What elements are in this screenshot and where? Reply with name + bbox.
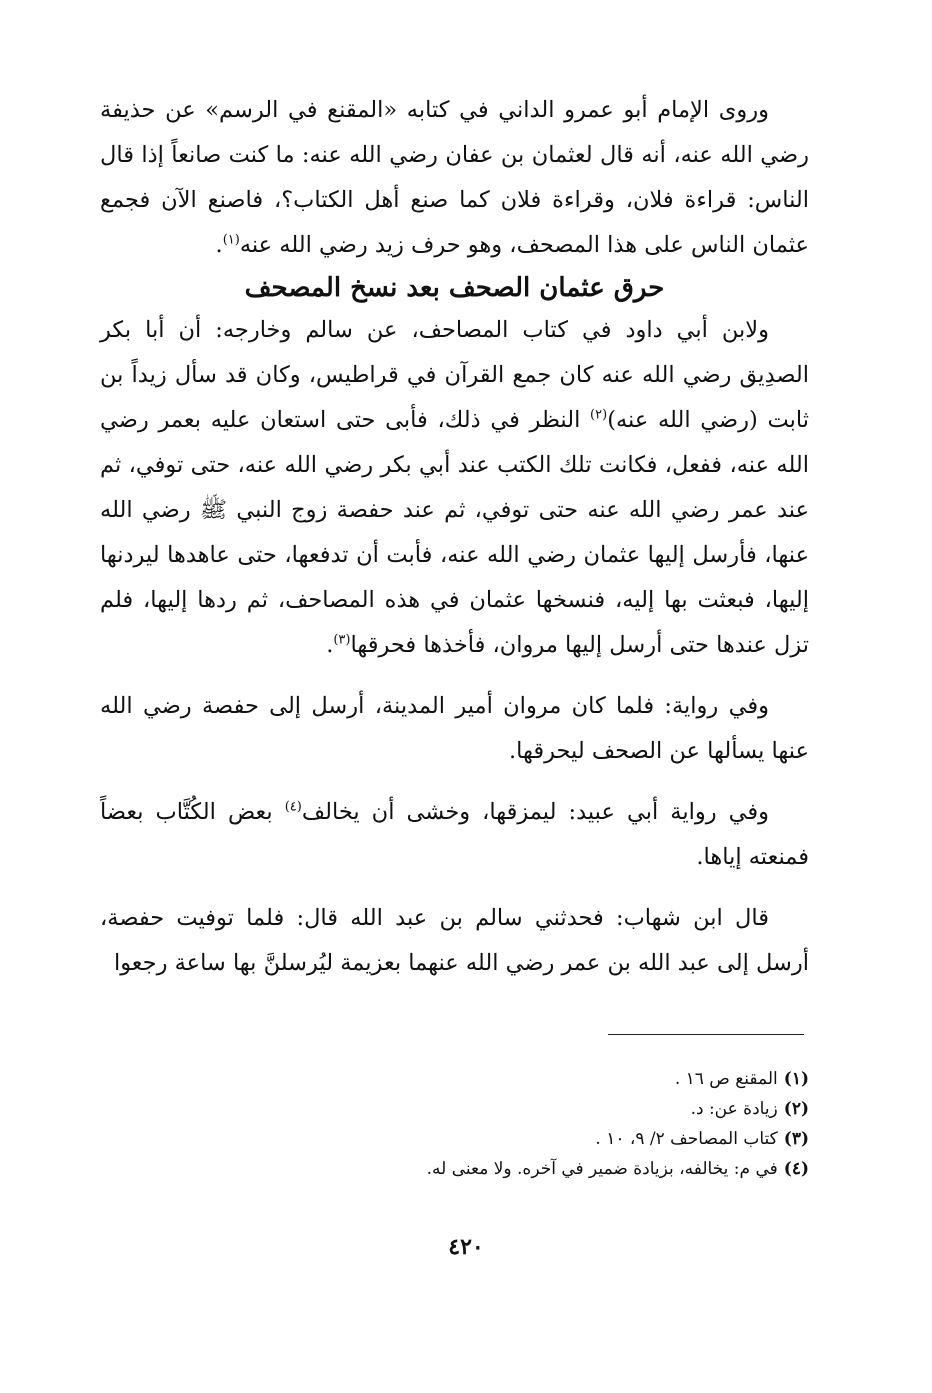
footnotes [100, 1064, 809, 1184]
paragraph-3: وفي رواية: فلما كان مروان أمير المدينة، أرسل إلى حفصة رضي الله عنها يسألها عن الصحف ليحرقها. [100, 693, 809, 764]
section-heading: حرق عثمان الصحف بعد نسخ المصحف [244, 273, 665, 303]
footnote-divider [608, 1034, 804, 1035]
main-text [100, 88, 809, 986]
paragraph-4-text-b: بعض الكُتَّاب بعضاً فمنعته إياها. [100, 799, 809, 870]
footnote-1-number: (١) [783, 1069, 809, 1089]
page-number: ٤٢٠ [448, 1234, 484, 1260]
paragraph-2: ولابن أبي داود في كتاب المصاحف، عن سالم وخارجه: أن أبا بكر الصدِيق رضي الله عنه كان جمع القرآن في قراطيس، وكان قد سأل زيداً بن ثابت (رضي الله عنه)$^{(٢)}$ النظر في ذلك، فأبى حتى استعان عليه بعمر رضي الله عنه، ففعل، فكانت تلك الكتب عند أبي بكر رضي الله عنه، حتى توفي، ثم عند عمر رضي الله عنه حتى توفي، ثم عند حفصة زوج النبي ﷺ رضي الله عنها، فأرسل إليها عثمان رضي الله عنه، فأبت أن تدفعها، حتى عاهدها ليردنها إليها، فبعثت بها إليه، فنسخها عثمان في هذه المصاحف، ثم ردها إليها، فلم تزل عندها حتى أرسل إليها مروان، فأخذها فحرقها$^{(٣)}$. [100, 317, 809, 658]
paragraph-1: وروى الإمام أبو عمرو الداني في كتابه «المقنع في الرسم» عن حذيفة رضي الله عنه، أنه قال لعثمان بن عفان رضي الله عنه: ما كنت صانعاً إذا قال الناس: قراءة فلان، وقراءة فلان كما صنع أهل الكتاب؟، فاصنع الآن فجمع عثمان الناس على هذا المصحف، وهو حرف زيد رضي الله عنه$^{(١)}$. [100, 97, 809, 258]
footnote-4 [100, 1154, 809, 1184]
footnote-ref-1[interactable]: (١) [222, 232, 240, 248]
footnote-2-number: (٢) [783, 1099, 809, 1119]
footnote-ref-4[interactable]: (٤) [284, 799, 302, 815]
paragraph-2-text-a: ولابن أبي داود في كتاب المصاحف، عن سالم وخارجه: أن أبا بكر الصدِيق رضي الله عنه كان جمع القرآن في قراطيس، وكان قد سأل زيداً بن ثابت (رضي الله عنه) [100, 317, 809, 433]
paragraph-2-text-b: النظر في ذلك، فأبى حتى استعان عليه بعمر رضي الله عنه، ففعل، فكانت تلك الكتب عند أبي بكر رضي الله عنه، حتى توفي، ثم عند عمر رضي الله عنه حتى توفي، ثم عند حفصة زوج النبي ﷺ رضي الله عنها، فأرسل إليها عثمان رضي الله عنه، فأبت أن تدفعها، حتى عاهدها ليردنها إليها، فبعثت بها إليه، فنسخها عثمان في هذه المصاحف، ثم ردها إليها، فلم تزل عندها حتى أرسل إليها مروان، فأخذها فحرقها [100, 407, 809, 658]
footnote-2 [100, 1094, 809, 1124]
footnote-3 [100, 1124, 809, 1154]
footnote-ref-3[interactable]: (٣) [333, 632, 351, 648]
paragraph-1-text: وروى الإمام أبو عمرو الداني في كتابه «المقنع في الرسم» عن حذيفة رضي الله عنه، أنه قال لعثمان بن عفان رضي الله عنه: ما كنت صانعاً إذا قال الناس: قراءة فلان، وقراءة فلان كما صنع أهل الكتاب؟، فاصنع الآن فجمع عثمان الناس على هذا المصحف، وهو حرف زيد رضي الله عنه [100, 97, 809, 258]
footnote-1 [100, 1064, 809, 1094]
footnote-3-text: كتاب المصاحف ٢/ ٩، ١٠ . [595, 1129, 778, 1149]
footnote-4-number: (٤) [783, 1159, 809, 1179]
paragraph-5: قال ابن شهاب: فحدثني سالم بن عبد الله قال: فلما توفيت حفصة، أرسل إلى عبد الله بن عمر رضي الله عنهما بعزيمة ليُرسلنَّ بها ساعة رجعوا [100, 905, 809, 976]
footnote-4-text: في م: يخالفه، بزيادة ضمير في آخره. ولا معنى له. [426, 1159, 778, 1179]
paragraph-4 [100, 790, 809, 880]
footnote-ref-2[interactable]: (٢) [590, 407, 608, 423]
footnote-2-text: زيادة عن: د. [690, 1099, 778, 1119]
footnote-1-text: المقنع ص ١٦ . [674, 1069, 778, 1089]
footnote-3-number: (٣) [783, 1129, 809, 1149]
paragraph-4-text-a: وفي رواية أبي عبيد: ليمزقها، وخشى أن يخالف [301, 799, 770, 825]
